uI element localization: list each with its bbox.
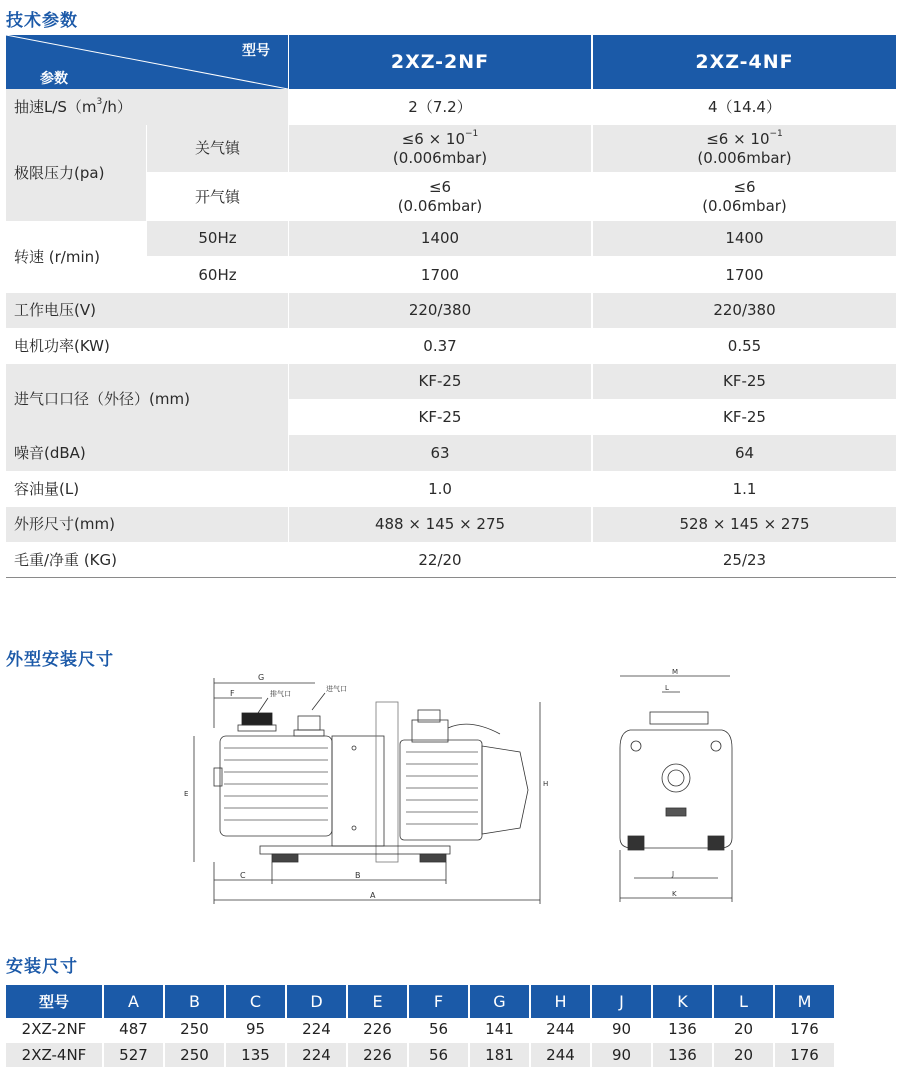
voltage-value-1: 220/380 <box>289 293 591 328</box>
install-row1-m: 176 <box>790 1020 819 1038</box>
install-row2-d: 224 <box>287 1043 346 1067</box>
dimensions-value-2: 528 × 145 × 275 <box>593 507 896 542</box>
pressure-open-value-2: ≤6 (0.06mbar) <box>593 173 896 221</box>
rotation-50hz-value-2: 1400 <box>593 221 896 256</box>
power-value-1: 0.37 <box>289 329 591 364</box>
dim-label-b: B <box>355 871 361 880</box>
sub-label-60hz: 60Hz <box>147 257 288 293</box>
dim-label-g: G <box>258 673 265 682</box>
oil-value-1: 1.0 <box>289 472 591 507</box>
oil-value-2: 1.1 <box>593 472 896 507</box>
sub-label-open-ballast: 开气镇 <box>147 173 288 221</box>
install-row1-j: 90 <box>611 1020 632 1038</box>
inlet-value-1a: KF-25 <box>289 364 591 399</box>
weight-value-2: 25/23 <box>593 543 896 577</box>
dim-label-l: L <box>665 684 669 692</box>
dimensions-value-1: 488 × 145 × 275 <box>289 507 591 542</box>
row-label-pump-speed: 抽速$L/S(m^3/h)$ <box>6 89 288 125</box>
exhaust-label: 排气口 <box>270 690 291 698</box>
inlet-value-1b: KF-25 <box>289 400 591 435</box>
pump-outline-drawing <box>180 668 740 913</box>
row-label-rotation: 转速 (r/min) <box>6 221 146 293</box>
spec-table <box>6 35 896 578</box>
install-row1-a: 487 <box>119 1020 148 1038</box>
row-label-weight: 毛重/净重 (KG) <box>6 543 288 577</box>
install-row2-m: 176 <box>775 1043 834 1067</box>
inlet-value-2a: KF-25 <box>593 364 896 399</box>
install-row2-k: 136 <box>653 1043 712 1067</box>
install-header-k: K <box>653 985 712 1018</box>
install-header-c: C <box>226 985 285 1018</box>
dim-label-e: E <box>184 790 189 798</box>
dim-label-f: F <box>230 689 235 698</box>
row-label-voltage: 工作电压(V) <box>6 293 288 328</box>
row-label-dimensions: 外形尺寸(mm) <box>6 507 288 542</box>
rotation-60hz-value-1: 1700 <box>289 257 591 293</box>
install-header-l: L <box>714 985 773 1018</box>
install-row2-h: 244 <box>531 1043 590 1067</box>
install-header-j: J <box>592 985 651 1018</box>
row-label-oil: 容油量(L) <box>6 472 288 507</box>
install-row1-f: 56 <box>428 1020 449 1038</box>
install-header-e: E <box>348 985 407 1018</box>
install-header-model: 型号 <box>6 985 102 1018</box>
row-label-power: 电机功率(KW) <box>6 329 288 364</box>
pressure-closed-value-2: $\le 6 \times 10^{-1}$ (0.006mbar) <box>593 125 896 172</box>
install-row2-b: 250 <box>165 1043 224 1067</box>
install-header-a: A <box>104 985 163 1018</box>
row-label-ultimate-pressure: 极限压力(pa) <box>6 125 146 221</box>
pressure-open-value-1: ≤6 (0.06mbar) <box>289 173 591 221</box>
row-label-inlet: 进气口口径（外径）(mm) <box>6 364 288 435</box>
header-model-label: 型号 <box>242 43 270 59</box>
power-value-2: 0.55 <box>593 329 896 364</box>
inlet-label: 进气口 <box>326 685 347 693</box>
install-header-d: D <box>287 985 346 1018</box>
install-header-h: H <box>531 985 590 1018</box>
pump-speed-value-2: 4（14.4） <box>593 89 896 125</box>
install-row1-l: 20 <box>733 1020 754 1038</box>
header-model-2 <box>593 35 896 89</box>
model-name-2: 2XZ-4NF <box>695 51 794 73</box>
pump-speed-value-1: 2（7.2） <box>289 89 591 125</box>
install-row1-g: 141 <box>485 1020 514 1038</box>
table-bottom-rule <box>6 577 896 578</box>
pressure-closed-value-1: $\le 6 \times 10^{-1}$ (0.006mbar) <box>289 125 591 172</box>
header-param-label: 参数 <box>40 71 68 87</box>
side-view <box>184 673 548 904</box>
noise-value-2: 64 <box>593 435 896 471</box>
install-row2-g: 181 <box>470 1043 529 1067</box>
install-row1-model: 2XZ-2NF <box>21 1020 87 1038</box>
model-name-1: 2XZ-2NF <box>390 51 490 73</box>
install-header-b: B <box>165 985 224 1018</box>
front-view <box>620 668 732 902</box>
sub-label-50hz: 50Hz <box>147 221 288 256</box>
install-header-g: G <box>470 985 529 1018</box>
header-corner-cell <box>6 35 288 89</box>
install-row1-b: 250 <box>180 1020 209 1038</box>
voltage-value-2: 220/380 <box>593 293 896 328</box>
install-header-m: M <box>775 985 834 1018</box>
rotation-60hz-value-2: 1700 <box>593 257 896 293</box>
row-label-noise: 噪音(dBA) <box>6 435 288 471</box>
sub-label-closed-ballast: 关气镇 <box>147 125 288 172</box>
dim-label-a: A <box>370 891 376 900</box>
dim-label-j: J <box>672 870 675 878</box>
install-row2-f: 56 <box>409 1043 468 1067</box>
inlet-value-2b: KF-25 <box>593 400 896 435</box>
drawing-section-title: 外型安装尺寸 <box>6 650 114 670</box>
install-row1-h: 244 <box>546 1020 575 1038</box>
dim-label-c: C <box>240 871 246 880</box>
dim-label-h: H <box>543 780 549 788</box>
dim-label-m: M <box>672 668 679 676</box>
install-row2-model: 2XZ-4NF <box>6 1043 102 1067</box>
header-model-1 <box>289 35 591 89</box>
weight-value-1: 22/20 <box>289 543 591 577</box>
install-row2-a: 527 <box>104 1043 163 1067</box>
install-section-title: 安装尺寸 <box>6 957 78 977</box>
rotation-50hz-value-1: 1400 <box>289 221 591 256</box>
install-row1-d: 224 <box>302 1020 331 1038</box>
install-header-f: F <box>409 985 468 1018</box>
spec-section-title: 技术参数 <box>6 11 78 31</box>
install-row1-k: 136 <box>668 1020 697 1038</box>
install-row2-j: 90 <box>592 1043 651 1067</box>
install-row2-e: 226 <box>348 1043 407 1067</box>
install-row1-c: 95 <box>245 1020 266 1038</box>
noise-value-1: 63 <box>289 435 591 471</box>
install-row2-c: 135 <box>226 1043 285 1067</box>
dim-label-k: K <box>672 890 677 898</box>
install-row2-l: 20 <box>714 1043 773 1067</box>
install-row1-e: 226 <box>363 1020 392 1038</box>
